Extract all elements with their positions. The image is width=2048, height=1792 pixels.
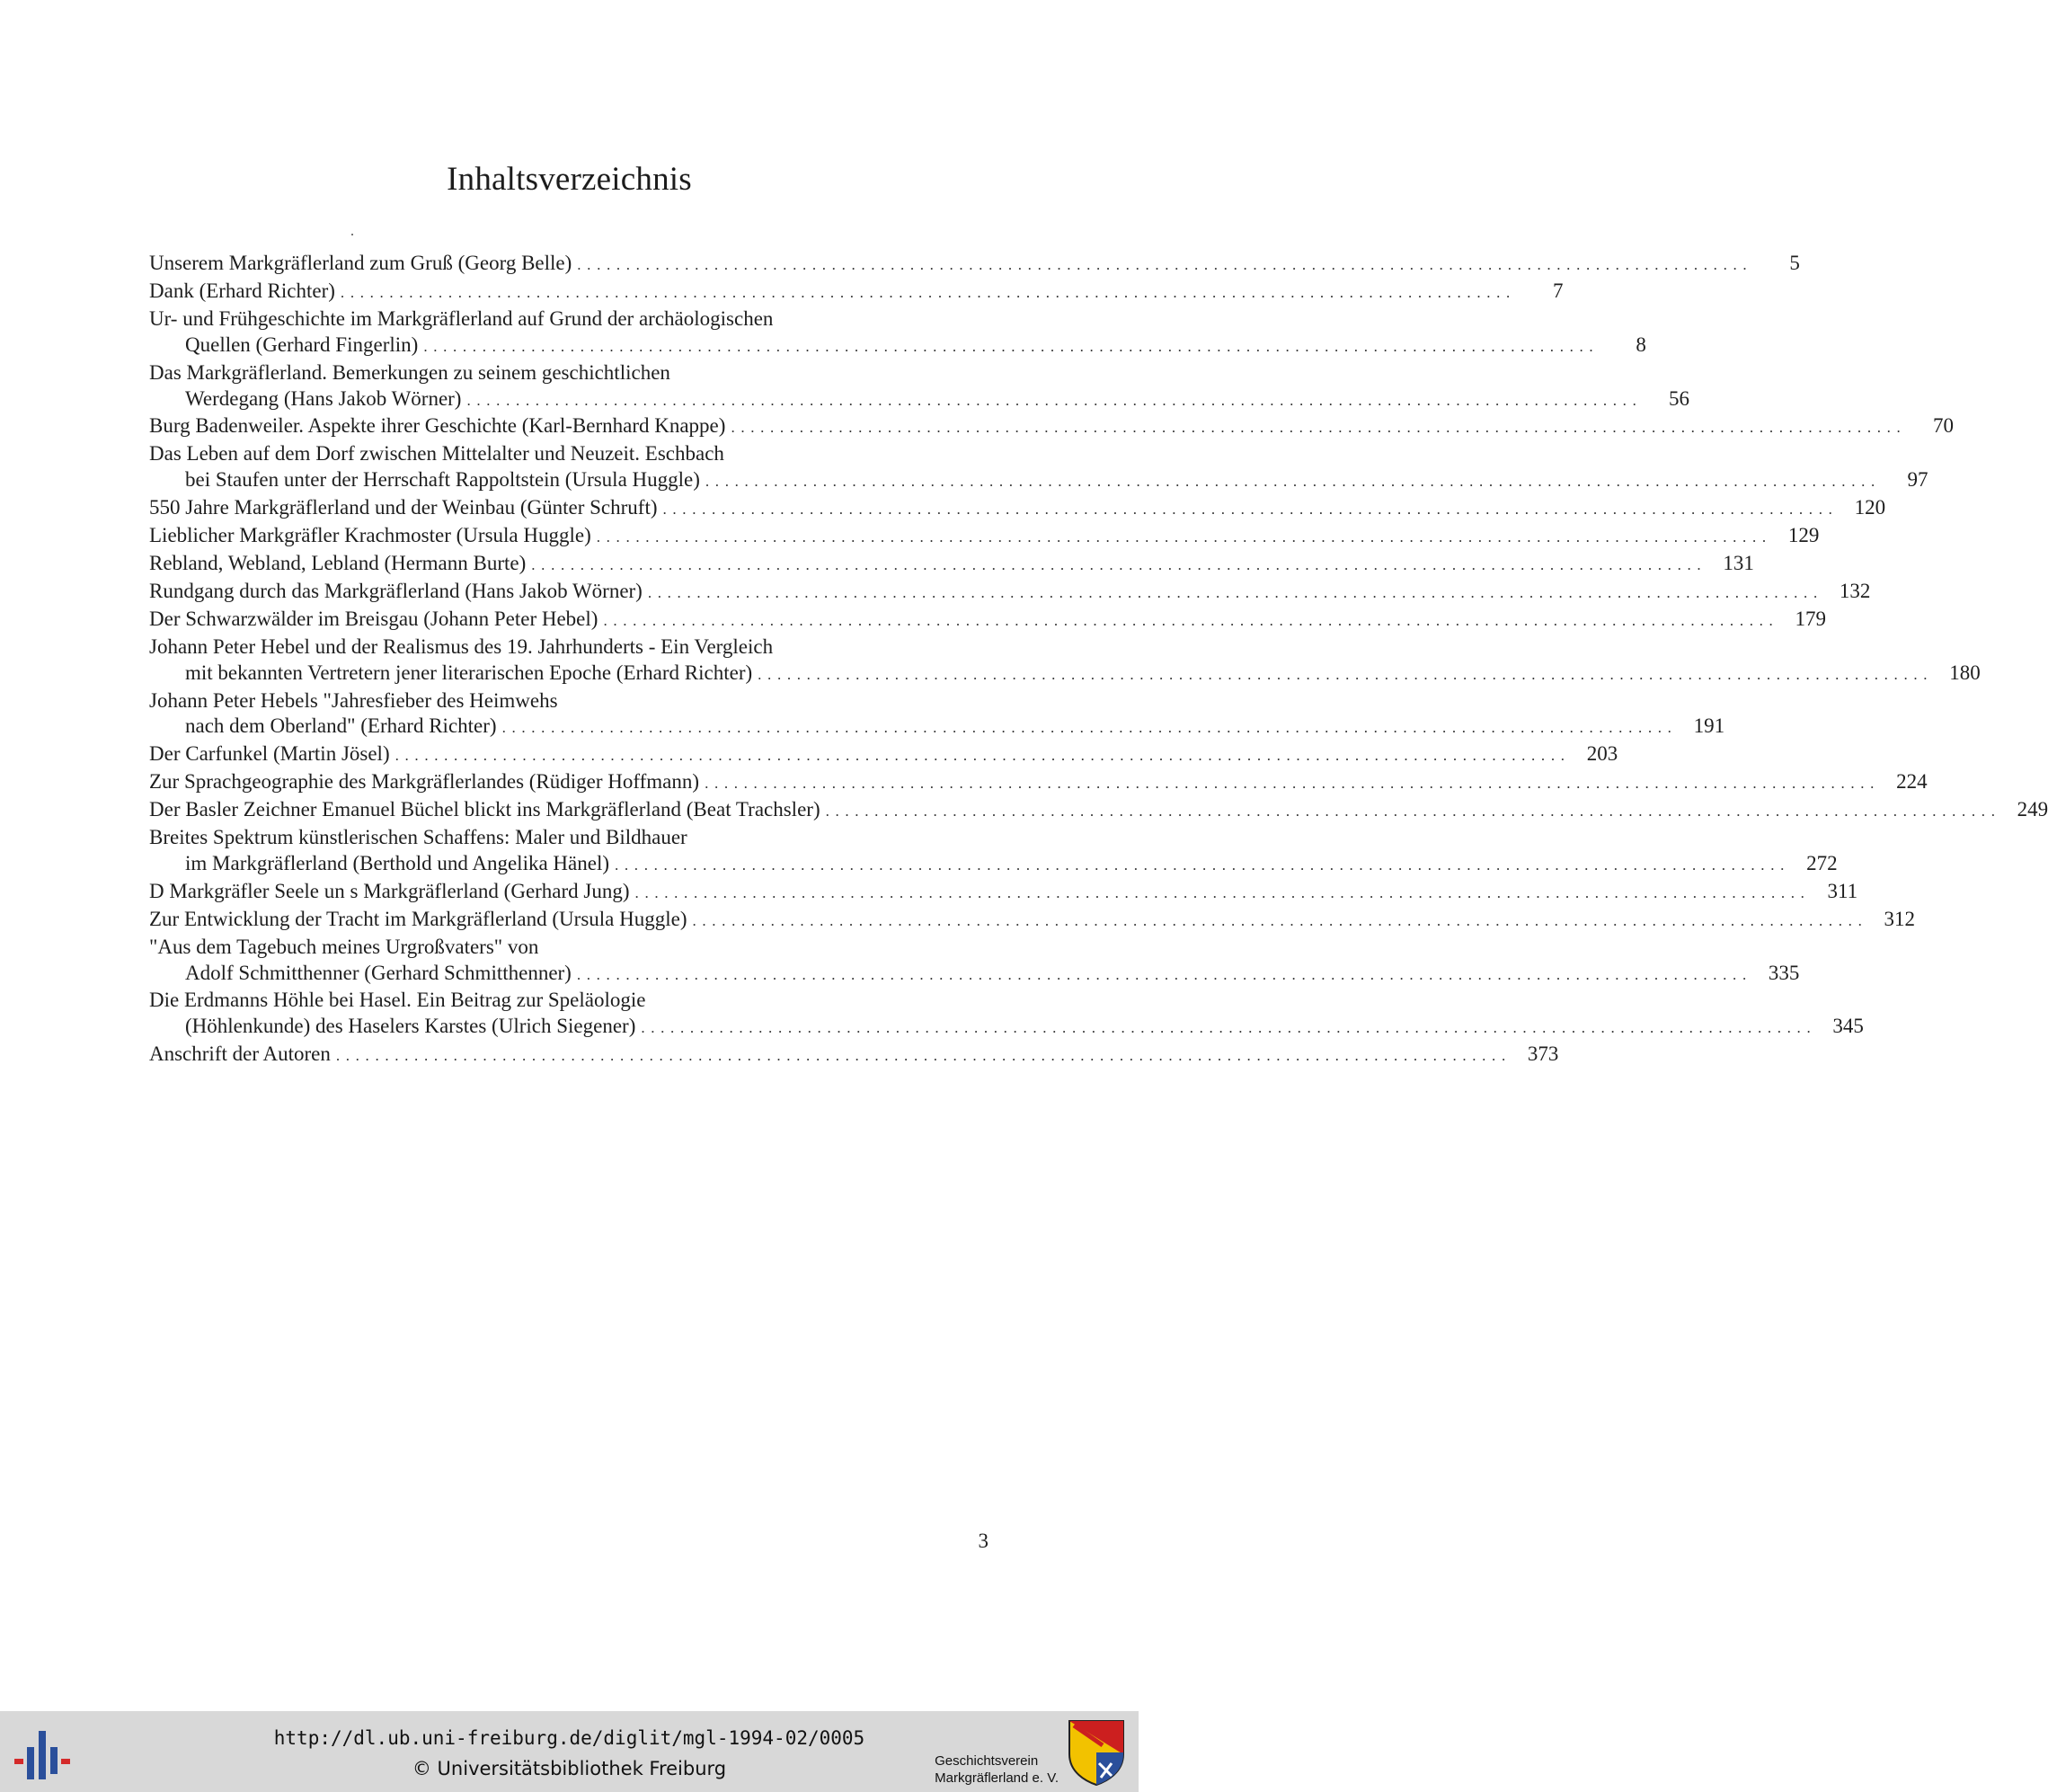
dot-leader: . . . . . . . . . . . . . . . . . . . . . . . . . . . . . . . . . . . . . . . . . . . . . . . . . . . . . . . . . . . . . . . . . . . . . . . . . . . . . . . . . . . . . . . . . . . . . . . . . . . . . . . . . . . . . . . . . . . . . . . . [758,665,1928,683]
toc-page-number: 203 [1586,742,1618,766]
toc-entry [149,797,2048,825]
page-title: Inhaltsverzeichnis [447,161,692,198]
toc-entry-line [149,386,1690,414]
toc-entry-title: Rundgang durch das Markgräflerland (Hans Jakob Wörner) [149,579,643,602]
toc-entry-title: 550 Jahre Markgräflerland und der Weinbau (Günter Schruft) [149,496,658,519]
dot-leader: . . . . . . . . . . . . . . . . . . . . . . . . . . . . . . . . . . . . . . . . . . . . . . . . . . . . . . . . . . . . . . . . . . . . . . . . . . . . . . . . . . . . . . . . . . . . . . . . . . . . . . . . . . . . . . . . . . . . . . . . [662,501,1834,519]
toc-entry-title: im Markgräflerland (Berthold und Angelika Hänel) [185,851,609,874]
toc-entry [149,634,1981,688]
toc-entry [149,495,1886,523]
toc-entry-title: Lieblicher Markgräfler Krachmoster (Ursula Huggle) [149,524,591,547]
toc-entry-line [149,306,991,333]
toc-page-number: 249 [2017,798,2048,821]
toc-entry-line [149,688,991,714]
toc-entry [149,523,1820,551]
toc-entry-line [149,879,1858,907]
toc-entry-title: "Aus dem Tagebuch meines Urgroßvaters" von [149,935,539,958]
dot-leader: . . . . . . . . . . . . . . . . . . . . . . . . . . . . . . . . . . . . . . . . . . . . . . . . . . . . . . . . . . . . . . . . . . . . . . . . . . . . . . . . . . . . . . . . . . . . . . . . . . . . . . . . . . . . . . . . . . . . . . . . [395,747,1566,765]
toc-entry-line [149,769,1928,797]
toc-entry [149,769,1928,797]
toc-entry-line [149,333,1646,360]
dot-leader: . . . . . . . . . . . . . . . . . . . . . . . . . . . . . . . . . . . . . . . . . . . . . . . . . . . . . . . . . . . . . . . . . . . . . . . . . . . . . . . . . . . . . . . . . . . . . . . . . . . . . . . . . . . . . . . . . . . . . . . . [335,1047,1507,1065]
toc-entry [149,413,1954,441]
toc-entry-title: Dank (Erhard Richter) [149,279,335,302]
toc-entry [149,741,1618,769]
dot-leader: . . . . . . . . . . . . . . . . . . . . . . . . . . . . . . . . . . . . . . . . . . . . . . . . . . . . . . . . . . . . . . . . . . . . . . . . . . . . . . . . . . . . . . . . . . . . . . . . . . . . . . . . . . . . . . . . . . . . . . . . [340,283,1512,301]
toc-entry-line [149,1014,1864,1042]
toc-page-number: 311 [1827,879,1858,902]
toc-entry-title: Burg Badenweiler. Aspekte ihrer Geschichte (Karl-Bernhard Knappe) [149,414,726,438]
toc-entry-line [149,1042,1559,1069]
toc-entry-line [149,988,991,1014]
dot-leader: . . . . . . . . . . . . . . . . . . . . . . . . . . . . . . . . . . . . . . . . . . . . . . . . . . . . . . . . . . . . . . . . . . . . . . . . . . . . . . . . . . . . . . . . . . . . . . . . . . . . . . . . . . . . . . . . . . . . . . . . [576,965,1748,983]
toc-entry-line [149,661,1981,688]
toc-entry [149,360,1690,414]
dot-leader: . . . . . . . . . . . . . . . . . . . . . . . . . . . . . . . . . . . . . . . . . . . . . . . . . . . . . . . . . . . . . . . . . . . . . . . . . . . . . . . . . . . . . . . . . . . . . . . . . . . . . . . . . . . . . . . . . . . . . . . . [577,256,1748,273]
toc-entry-title: Zur Entwicklung der Tracht im Markgräflerland (Ursula Huggle) [149,907,687,930]
toc-entry-line [149,251,1800,279]
toc-entry-line [149,607,1826,634]
toc-entry-title: Werdegang (Hans Jakob Wörner) [185,386,462,410]
toc-entry [149,825,1838,879]
toc-page-number: 224 [1896,770,1928,794]
toc-entry [149,607,1826,634]
toc-entry-line [149,741,1618,769]
society-name [935,1752,1059,1787]
toc-entry [149,306,1646,360]
toc-entry-line [149,714,1725,741]
toc-page-number: 132 [1839,579,1871,602]
toc-entry-line [149,634,991,661]
dot-leader: . . . . . . . . . . . . . . . . . . . . . . . . . . . . . . . . . . . . . . . . . . . . . . . . . . . . . . . . . . . . . . . . . . . . . . . . . . . . . . . . . . . . . . . . . . . . . . . . . . . . . . . . . . . . . . . . . . . . . . . . [825,803,1997,821]
toc-page-number: 70 [1933,414,1954,438]
toc-entry-title: mit bekannten Vertretern jener literarischen Epoche (Erhard Richter) [185,661,753,684]
toc-entry [149,579,1871,607]
dot-leader: . . . . . . . . . . . . . . . . . . . . . . . . . . . . . . . . . . . . . . . . . . . . . . . . . . . . . . . . . . . . . . . . . . . . . . . . . . . . . . . . . . . . . . . . . . . . . . . . . . . . . . . . . . . . . . . . . . . . . . . . [692,911,1864,929]
toc-page-number: 272 [1806,851,1838,874]
toc-page-number: 345 [1832,1015,1864,1038]
scan-speck [351,234,353,235]
toc-entry-title: Das Markgräflerland. Bemerkungen zu seinem geschichtlichen [149,360,670,384]
toc-entry-line [149,935,991,961]
toc-entry-title: (Höhlenkunde) des Haselers Karstes (Ulrich Siegener) [185,1015,636,1038]
toc-page-number: 191 [1693,714,1725,738]
toc-entry-line [149,279,1564,306]
toc-entry-line [149,467,1928,495]
toc-entry-title: Johann Peter Hebel und der Realismus des 19. Jahrhunderts - Ein Vergleich [149,634,774,658]
toc-page-number: 120 [1854,496,1886,519]
page-number: 3 [978,1530,989,1552]
toc-entry-title: Ur- und Frühgeschichte im Markgräflerland auf Grund der archäologischen [149,306,774,330]
toc-entry-line [149,551,1754,579]
society-name-line1: Geschichtsverein [935,1753,1039,1769]
toc-page-number: 312 [1884,907,1916,930]
toc-entry-title: Das Leben auf dem Dorf zwischen Mittelalter und Neuzeit. Eschbach [149,442,724,466]
toc-entry-title: Johann Peter Hebels "Jahresfieber des Heimwehs [149,688,558,712]
toc-entry [149,907,1916,935]
toc-page-number: 179 [1795,607,1826,630]
dot-leader: . . . . . . . . . . . . . . . . . . . . . . . . . . . . . . . . . . . . . . . . . . . . . . . . . . . . . . . . . . . . . . . . . . . . . . . . . . . . . . . . . . . . . . . . . . . . . . . . . . . . . . . . . . . . . . . . . . . . . . . . [641,1019,1812,1037]
toc-entry-title: bei Staufen unter der Herrschaft Rappoltstein (Ursula Huggle) [185,468,700,492]
toc-entry-line [149,907,1916,935]
toc-entry-line [149,797,2048,825]
toc-entry-title: Adolf Schmitthenner (Gerhard Schmitthenner) [185,961,572,984]
toc-entry-title: Der Basler Zeichner Emanuel Büchel blickt ins Markgräflerland (Beat Trachsler) [149,798,820,821]
dot-leader: . . . . . . . . . . . . . . . . . . . . . . . . . . . . . . . . . . . . . . . . . . . . . . . . . . . . . . . . . . . . . . . . . . . . . . . . . . . . . . . . . . . . . . . . . . . . . . . . . . . . . . . . . . . . . . . . . . . . . . . . [466,391,1638,409]
toc-entry [149,551,1754,579]
toc-entry [149,879,1858,907]
toc-entry-title: Anschrift der Autoren [149,1042,331,1066]
toc-entry-line [149,441,991,467]
toc-page-number: 7 [1552,279,1564,302]
dot-leader: . . . . . . . . . . . . . . . . . . . . . . . . . . . . . . . . . . . . . . . . . . . . . . . . . . . . . . . . . . . . . . . . . . . . . . . . . . . . . . . . . . . . . . . . . . . . . . . . . . . . . . . . . . . . . . . . . . . . . . . . [531,555,1702,573]
toc-page-number: 97 [1907,468,1928,492]
toc-entry [149,935,1800,989]
toc-entry-line [149,851,1838,879]
toc-entry-line [149,360,991,386]
source-url[interactable]: http://dl.ub.uni-freiburg.de/diglit/mgl-1994-02/0005 [273,1727,865,1749]
dot-leader: . . . . . . . . . . . . . . . . . . . . . . . . . . . . . . . . . . . . . . . . . . . . . . . . . . . . . . . . . . . . . . . . . . . . . . . . . . . . . . . . . . . . . . . . . . . . . . . . . . . . . . . . . . . . . . . . . . . . . . . . [634,883,1806,901]
table-of-contents [149,251,2048,1069]
society-name-line2: Markgräflerland e. V. [935,1770,1059,1786]
toc-entry-title: Die Erdmanns Höhle bei Hasel. Ein Beitrag zur Speläologie [149,989,646,1012]
toc-entry-title: Quellen (Gerhard Fingerlin) [185,333,419,356]
toc-entry [149,279,1564,306]
toc-entry-line [149,523,1820,551]
dot-leader: . . . . . . . . . . . . . . . . . . . . . . . . . . . . . . . . . . . . . . . . . . . . . . . . . . . . . . . . . . . . . . . . . . . . . . . . . . . . . . . . . . . . . . . . . . . . . . . . . . . . . . . . . . . . . . . . . . . . . . . . [705,473,1876,491]
toc-entry-line [149,825,991,851]
toc-entry-line [149,579,1871,607]
toc-page-number: 373 [1527,1042,1559,1066]
toc-page-number: 131 [1723,551,1754,574]
toc-page-number: 56 [1669,386,1690,410]
toc-page-number: 5 [1789,252,1800,274]
coat-of-arms-icon [1067,1718,1126,1787]
toc-entry [149,1042,1559,1069]
dot-leader: . . . . . . . . . . . . . . . . . . . . . . . . . . . . . . . . . . . . . . . . . . . . . . . . . . . . . . . . . . . . . . . . . . . . . . . . . . . . . . . . . . . . . . . . . . . . . . . . . . . . . . . . . . . . . . . . . . . . . . . . [596,528,1768,546]
toc-entry-title: Rebland, Webland, Lebland (Hermann Burte) [149,551,527,574]
toc-entry-line [149,413,1954,441]
toc-page-number: 129 [1787,524,1820,547]
toc-entry [149,251,1800,279]
toc-entry [149,688,1725,742]
toc-entry-title: Der Schwarzwälder im Breisgau (Johann Peter Hebel) [149,607,598,630]
toc-entry [149,441,1928,495]
dot-leader: . . . . . . . . . . . . . . . . . . . . . . . . . . . . . . . . . . . . . . . . . . . . . . . . . . . . . . . . . . . . . . . . . . . . . . . . . . . . . . . . . . . . . . . . . . . . . . . . . . . . . . . . . . . . . . . . . . . . . . . . [731,419,1902,437]
toc-entry-title: D Markgräfler Seele un s Markgräflerland (Gerhard Jung) [149,879,630,902]
dot-leader: . . . . . . . . . . . . . . . . . . . . . . . . . . . . . . . . . . . . . . . . . . . . . . . . . . . . . . . . . . . . . . . . . . . . . . . . . . . . . . . . . . . . . . . . . . . . . . . . . . . . . . . . . . . . . . . . . . . . . . . . [603,611,1774,629]
toc-entry [149,988,1864,1042]
dot-leader: . . . . . . . . . . . . . . . . . . . . . . . . . . . . . . . . . . . . . . . . . . . . . . . . . . . . . . . . . . . . . . . . . . . . . . . . . . . . . . . . . . . . . . . . . . . . . . . . . . . . . . . . . . . . . . . . . . . . . . . . [647,583,1819,601]
toc-page-number: 8 [1636,333,1646,356]
toc-entry-line [149,495,1886,523]
toc-entry-line [149,961,1800,989]
copyright-notice: © Universitätsbibliothek Freiburg [412,1758,727,1779]
toc-entry-title: Unserem Markgräflerland zum Gruß (Georg Belle) [149,252,572,274]
toc-entry-title: nach dem Oberland" (Erhard Richter) [185,714,497,738]
dot-leader: . . . . . . . . . . . . . . . . . . . . . . . . . . . . . . . . . . . . . . . . . . . . . . . . . . . . . . . . . . . . . . . . . . . . . . . . . . . . . . . . . . . . . . . . . . . . . . . . . . . . . . . . . . . . . . . . . . . . . . . . [705,775,1875,793]
dot-leader: . . . . . . . . . . . . . . . . . . . . . . . . . . . . . . . . . . . . . . . . . . . . . . . . . . . . . . . . . . . . . . . . . . . . . . . . . . . . . . . . . . . . . . . . . . . . . . . . . . . . . . . . . . . . . . . . . . . . . . . . [501,719,1673,737]
toc-entry-title: Breites Spektrum künstlerischen Schaffens: Maler und Bildhauer [149,826,687,849]
toc-page-number: 335 [1768,961,1800,984]
dot-leader: . . . . . . . . . . . . . . . . . . . . . . . . . . . . . . . . . . . . . . . . . . . . . . . . . . . . . . . . . . . . . . . . . . . . . . . . . . . . . . . . . . . . . . . . . . . . . . . . . . . . . . . . . . . . . . . . . . . . . . . . [615,856,1786,874]
toc-entry-title: Der Carfunkel (Martin Jösel) [149,742,390,766]
toc-page-number: 180 [1949,661,1981,684]
toc-entry-title: Zur Sprachgeographie des Markgräflerlandes (Rüdiger Hoffmann) [149,770,700,794]
footer-bar [0,1711,1139,1792]
dot-leader: . . . . . . . . . . . . . . . . . . . . . . . . . . . . . . . . . . . . . . . . . . . . . . . . . . . . . . . . . . . . . . . . . . . . . . . . . . . . . . . . . . . . . . . . . . . . . . . . . . . . . . . . . . . . . . . . . . . . . . . . [423,337,1594,355]
